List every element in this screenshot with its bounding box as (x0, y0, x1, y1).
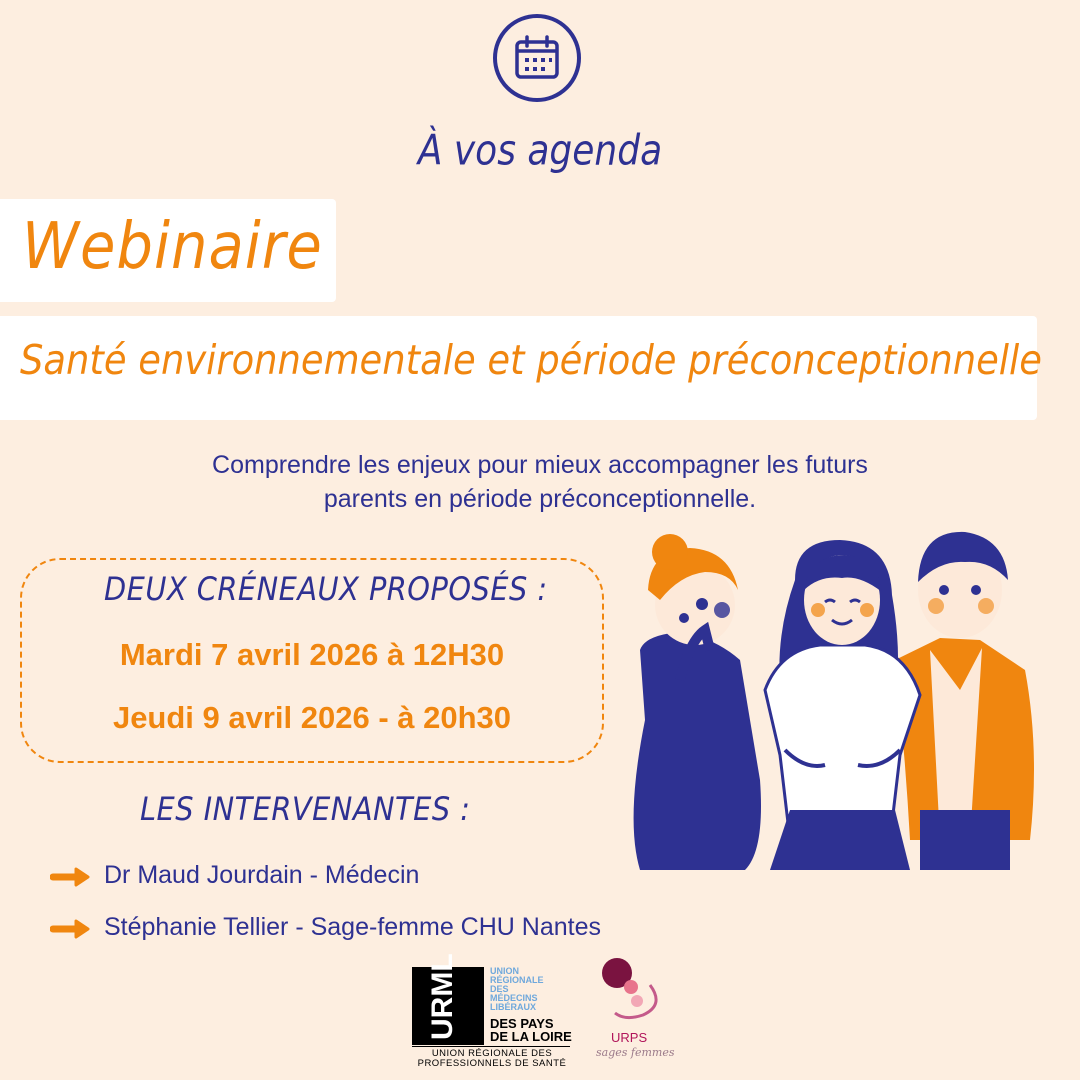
urml-mark: URML (426, 953, 459, 1040)
calendar-icon (514, 35, 560, 81)
intro-line-2: parents en période préconceptionnelle. (323, 485, 757, 513)
arrow-right-icon (50, 866, 94, 888)
people-illustration (620, 520, 1060, 880)
slots-title: DEUX CRÉNEAUX PROPOSÉS : (104, 570, 548, 608)
urml-divider (412, 1046, 570, 1047)
urps-subtitle: sages femmes (596, 1046, 675, 1059)
urml-small-text: UNION RÉGIONALE DES MÉDECINS LIBÉRAUX (490, 966, 544, 1012)
speakers-title: LES INTERVENANTES : (140, 790, 471, 828)
speaker-item: Dr Maud Jourdain - Médecin (104, 861, 420, 889)
speaker-item: Stéphanie Tellier - Sage-femme CHU Nantes (104, 913, 601, 941)
agenda-heading: À vos agenda (417, 126, 663, 176)
slot-item: Mardi 7 avril 2026 à 12H30 (119, 637, 505, 672)
urps-name: URPS (611, 1030, 648, 1045)
urml-region: DES PAYS DE LA LOIRE (490, 1016, 572, 1044)
arrow-right-icon (50, 918, 94, 940)
event-intro (100, 448, 980, 516)
event-theme: Santé environnementale et période préconceptionnelle (20, 336, 1042, 384)
woman-left-figure (634, 534, 761, 870)
woman-center-figure (765, 540, 920, 870)
intro-line-1: Comprendre les enjeux pour mieux accompagner les futurs (212, 451, 868, 479)
urps-logo-icon (595, 955, 670, 1027)
slot-item: Jeudi 9 avril 2026 - à 20h30 (112, 700, 512, 735)
calendar-badge (493, 14, 581, 102)
urml-bottom-text: UNION RÉGIONALE DES PROFESSIONNELS DE SANTÉ (417, 1048, 567, 1069)
event-type: Webinaire (22, 210, 323, 284)
